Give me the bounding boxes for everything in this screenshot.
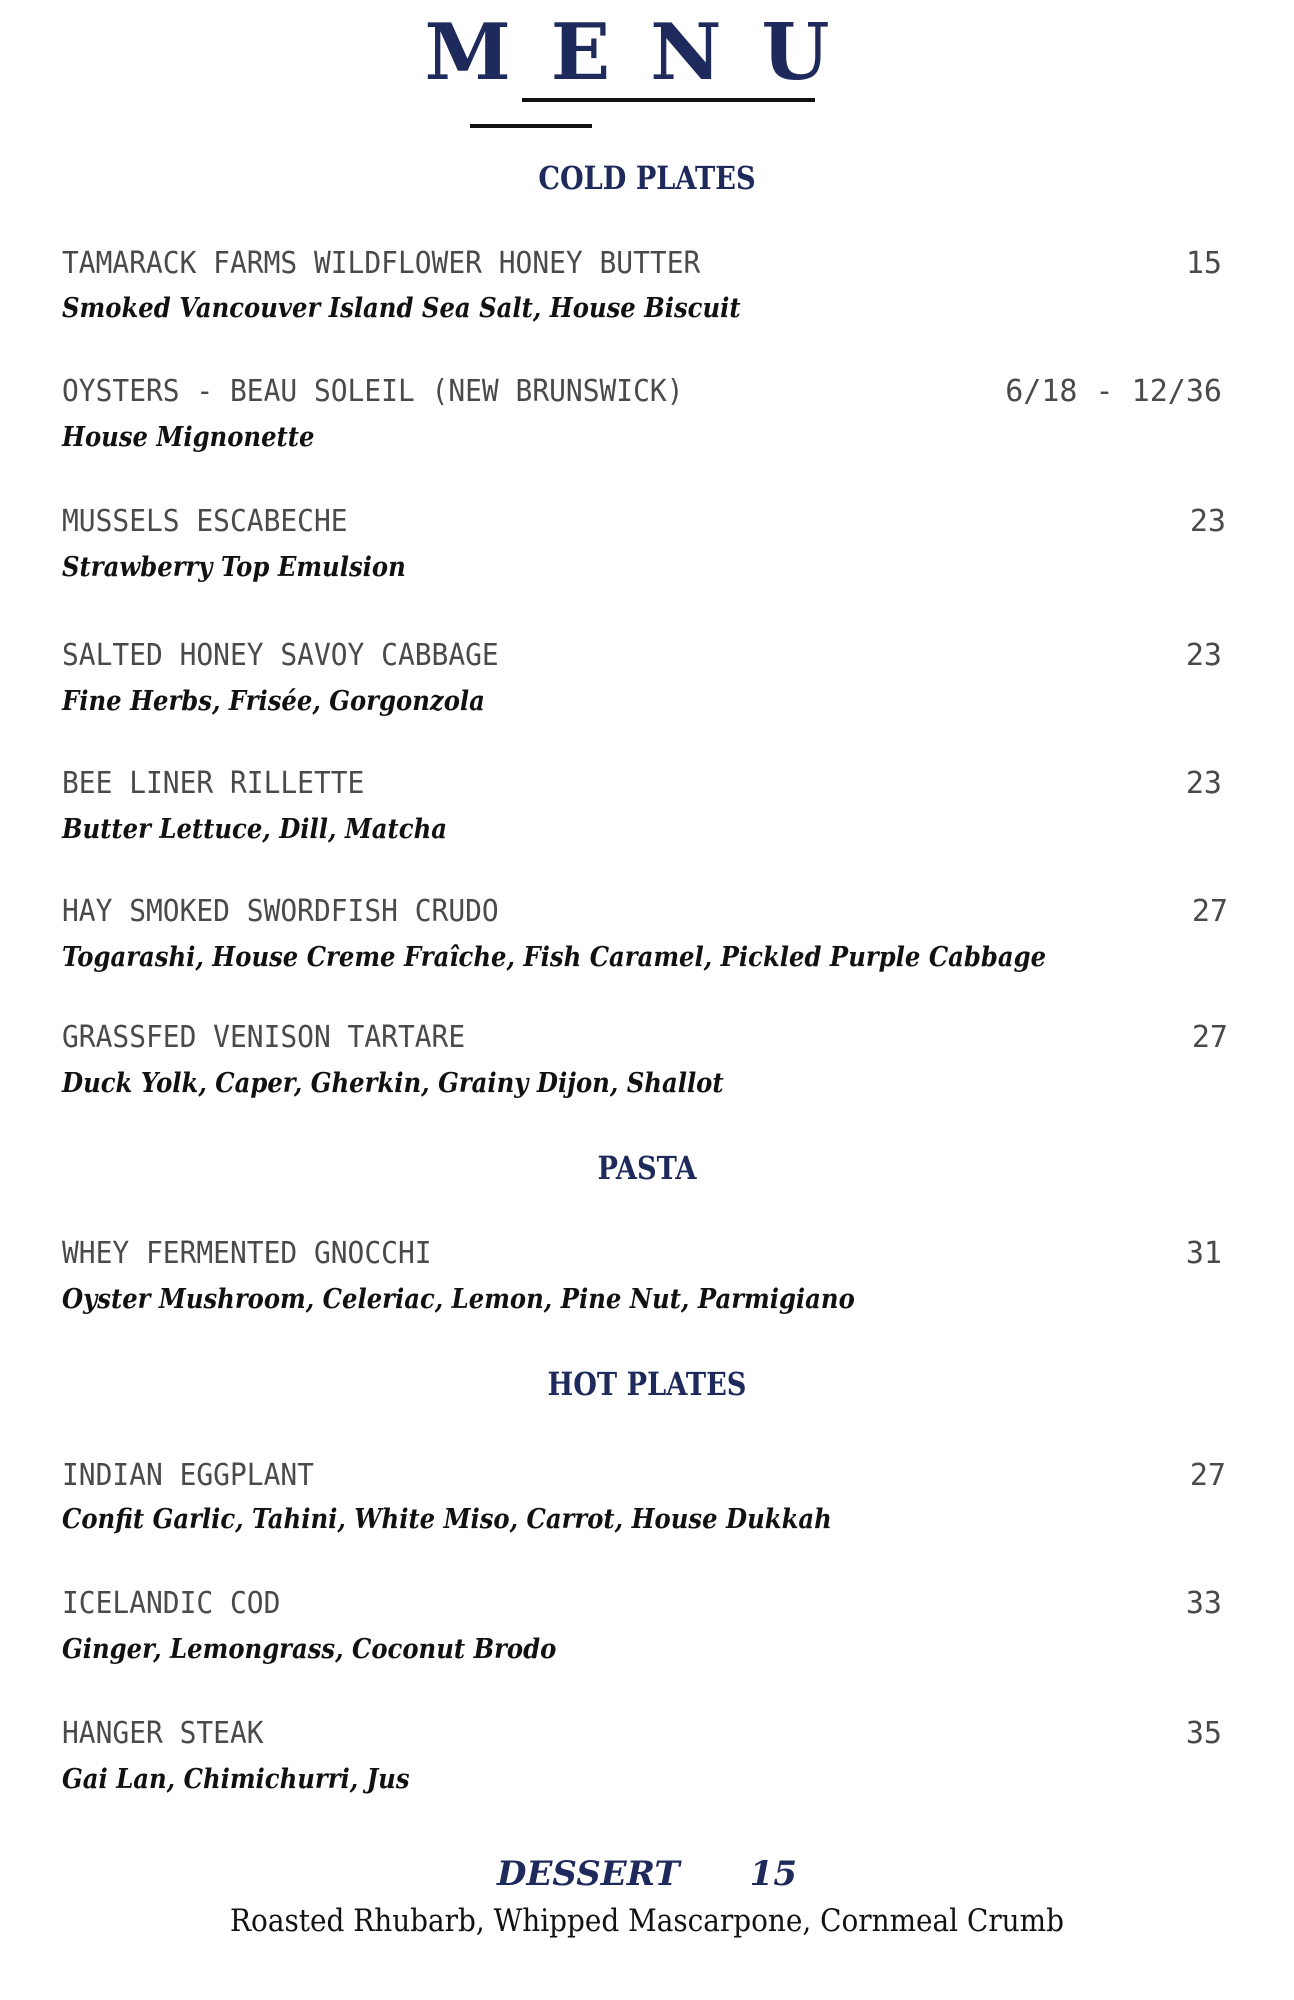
menu-item-name: SALTED HONEY SAVOY CABBAGE xyxy=(62,638,499,673)
menu-item-description: Confit Garlic, Tahini, White Miso, Carrot, House Dukkah xyxy=(62,1504,832,1535)
menu-item-description: Oyster Mushroom, Celeriac, Lemon, Pine Nut, Parmigiano xyxy=(62,1284,855,1315)
menu-item-price: 31 xyxy=(1185,1236,1222,1271)
menu-item-description: Strawberry Top Emulsion xyxy=(62,552,406,583)
menu-item-price: 23 xyxy=(1189,504,1226,539)
menu-item-price: 23 xyxy=(1185,766,1222,801)
menu-item-price: 27 xyxy=(1191,1020,1228,1055)
menu-item-price: 35 xyxy=(1185,1716,1222,1751)
menu-item-price: 6/18 - 12/36 xyxy=(1005,374,1222,409)
menu-item-price: 15 xyxy=(1185,246,1222,281)
section-heading-pasta: PASTA xyxy=(597,1149,697,1187)
menu-item-description: Duck Yolk, Caper, Gherkin, Grainy Dijon, Shallot xyxy=(62,1068,724,1099)
menu-item-price: 23 xyxy=(1185,638,1222,673)
menu-item-name: INDIAN EGGPLANT xyxy=(62,1458,314,1493)
dessert-description: Roasted Rhubarb, Whipped Mascarpone, Cornmeal Crumb xyxy=(230,1903,1064,1939)
menu-item-price: 27 xyxy=(1191,894,1228,929)
menu-item-price: 27 xyxy=(1189,1458,1226,1493)
section-heading-hot-plates: HOT PLATES xyxy=(547,1365,747,1403)
dessert-price: 15 xyxy=(749,1854,797,1894)
section-heading-cold-plates: COLD PLATES xyxy=(538,159,756,197)
menu-item-description: Smoked Vancouver Island Sea Salt, House Biscuit xyxy=(62,293,741,324)
menu-item-name: OYSTERS - BEAU SOLEIL (NEW BRUNSWICK) xyxy=(62,374,684,409)
menu-item-name: HAY SMOKED SWORDFISH CRUDO xyxy=(62,894,499,929)
menu-item-description: Butter Lettuce, Dill, Matcha xyxy=(62,814,447,845)
dessert-heading xyxy=(0,1852,1294,1896)
menu-item-name: HANGER STEAK xyxy=(62,1716,264,1751)
menu-item-price: 33 xyxy=(1185,1586,1222,1621)
menu-item-name: TAMARACK FARMS WILDFLOWER HONEY BUTTER xyxy=(62,246,701,281)
menu-item-name: WHEY FERMENTED GNOCCHI xyxy=(62,1236,432,1271)
menu-item-name: GRASSFED VENISON TARTARE xyxy=(62,1020,466,1055)
menu-item-description: Togarashi, House Creme Fraîche, Fish Caramel, Pickled Purple Cabbage xyxy=(62,942,1047,973)
title-accent-line xyxy=(470,124,592,128)
title-underline xyxy=(522,98,815,102)
menu-item-name: BEE LINER RILLETTE xyxy=(62,766,365,801)
menu-item-name: MUSSELS ESCABECHE xyxy=(62,504,348,539)
dessert-label: DESSERT xyxy=(497,1854,680,1894)
menu-item-description: House Mignonette xyxy=(62,422,315,453)
menu-item-description: Gai Lan, Chimichurri, Jus xyxy=(62,1764,410,1795)
menu-item-description: Fine Herbs, Frisée, Gorgonzola xyxy=(62,686,485,717)
menu-title: MENU xyxy=(424,7,870,98)
menu-item-description: Ginger, Lemongrass, Coconut Brodo xyxy=(62,1634,557,1665)
menu-item-name: ICELANDIC COD xyxy=(62,1586,281,1621)
